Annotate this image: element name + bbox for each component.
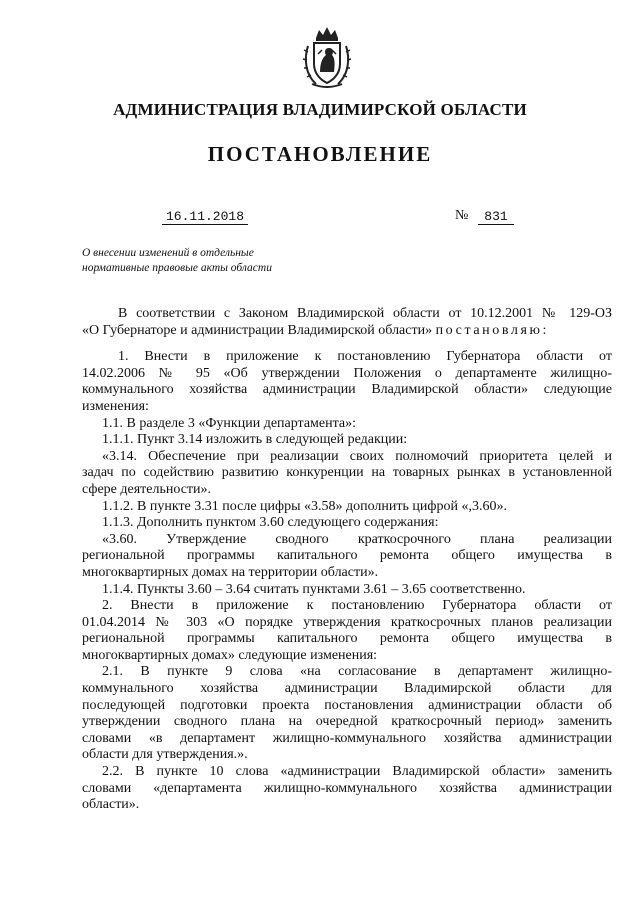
subject-line: О внесении изменений в отдельные [82,247,254,259]
body-line: региональной программы капитального ремонта общего имущества в [82,548,612,564]
body-line: «3.14. Обеспечение при реализации своих полномочий приоритета целей и [102,448,612,464]
document-date: 16.11.2018 [162,209,248,225]
body-line: 2.2. В пункте 10 слова «администрации Владимирской области» заменить [102,764,612,780]
body-line: региональной программы капитального ремонта общего имущества в [82,631,612,647]
document-type-title: ПОСТАНОВЛЕНИЕ [207,142,433,166]
number-sign: № [455,208,469,223]
body-line: 1.1.4. Пункты 3.60 – 3.64 считать пунктами 3.61 – 3.65 соответственно. [102,581,526,597]
body-line: утверждении сводного плана на очередной краткосрочный период» заменить [82,714,612,730]
subject-line: нормативные правовые акты области [82,262,272,274]
document-number: 831 [478,209,514,225]
body-line: словами «департамента жилищно-коммунального хозяйства администрации [82,780,612,796]
document-subject [82,246,272,276]
document-body [82,306,612,814]
body-line: области для утверждения.». [82,747,248,763]
body-line: 01.04.2014 № 303 «О порядке утверждения краткосрочных планов реализации [82,614,612,630]
body-line: последующей подготовки проекта постановления администрации области об [82,697,612,713]
body-line: словами «в департамент жилищно-коммунального хозяйства администрации [82,730,612,746]
body-line: 2.1. В пункте 9 слова «на согласование в департамент жилищно- [102,664,612,680]
body-line: коммунального хозяйства администрации Владимирской области» следующие [82,382,612,398]
body-line: 1.1.1. Пункт 3.14 изложить в следующей редакции: [102,432,408,448]
organization-title: АДМИНИСТРАЦИЯ ВЛАДИМИРСКОЙ ОБЛАСТИ [113,100,527,119]
body-line: области». [82,797,140,813]
preamble-line: В соответствии с Законом Владимирской области от 10.12.2001 № 129-ОЗ [118,306,612,321]
body-line: «3.60. Утверждение сводного краткосрочного плана реализации [102,531,612,547]
preamble-line [82,323,612,340]
body-line: 14.02.2006 № 95 «Об утверждении Положения о департаменте жилищно- [82,365,612,381]
body-line: многоквартирных домах на территории области». [82,564,379,580]
body-line: 1.1.3. Дополнить пунктом 3.60 следующего содержания: [102,515,439,531]
preamble-resolve-word: постановляю: [435,322,550,338]
coat-of-arms-icon [302,24,352,90]
body-line: 1.1. В разделе 3 «Функции департамента»: [102,415,357,431]
body-line: многоквартирных домах» следующие изменения: [82,647,378,663]
body-line: 1.1.2. В пункте 3.31 после цифры «3.58» дополнить цифрой «,3.60». [102,498,507,514]
body-line: задач по содействию развитию конкуренции на товарных рынках в установленной [82,465,612,481]
body-line: 1. Внести в приложение к постановлению Губернатора области от [118,349,612,365]
body-line: коммунального хозяйства администрации Владимирской области для [82,681,612,697]
body-line: изменения: [82,398,149,414]
body-line: сфере деятельности». [82,481,212,497]
preamble-text: «О Губернаторе и администрации Владимирской области» [82,322,433,338]
body-line: 2. Внести в приложение к постановлению Губернатора области от [102,598,612,614]
